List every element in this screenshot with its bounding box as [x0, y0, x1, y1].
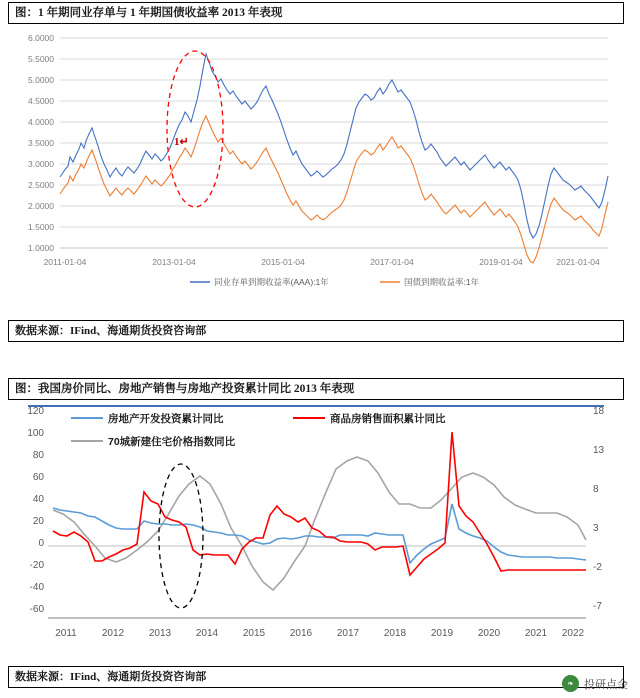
svg-text:2011-01-04: 2011-01-04	[43, 257, 87, 267]
chart-1-container	[8, 24, 624, 302]
svg-text:2015: 2015	[242, 628, 266, 639]
svg-text:3.0000: 3.0000	[28, 159, 54, 169]
svg-text:2021: 2021	[524, 628, 548, 639]
chart-1-svg	[8, 24, 624, 302]
svg-text:2.0000: 2.0000	[28, 201, 54, 211]
chart-2-container	[8, 400, 624, 662]
svg-text:2017-01-04: 2017-01-04	[370, 257, 414, 267]
svg-text:120: 120	[27, 406, 44, 417]
section2-title: 图：我国房价同比、房地产销售与房地产投资累计同比 2013 年表现	[8, 378, 624, 400]
svg-text:2.5000: 2.5000	[28, 180, 54, 190]
section2-source: 数据来源：IFind、海通期货投资咨询部	[8, 666, 624, 688]
chart-1-series-cgb	[60, 116, 608, 263]
svg-text:2018: 2018	[383, 628, 407, 639]
legend-label-cgb: 国债到期收益率:1年	[404, 277, 480, 287]
svg-text:-2: -2	[593, 562, 602, 573]
legend-label-investment: 房地产开发投资累计同比	[108, 413, 224, 425]
svg-text:-60: -60	[29, 604, 44, 615]
legend-label-sales: 商品房销售面积累计同比	[330, 413, 446, 425]
svg-text:6.0000: 6.0000	[28, 33, 54, 43]
chart-2-y-ticks-left	[27, 406, 44, 615]
svg-text:1.0000: 1.0000	[28, 243, 54, 253]
svg-text:4.0000: 4.0000	[28, 117, 54, 127]
svg-text:2019-01-04: 2019-01-04	[479, 257, 523, 267]
svg-text:2021-01-04: 2021-01-04	[556, 257, 600, 267]
chart-2-svg	[8, 400, 624, 662]
legend-label-price-index: 70城新建住宅价格指数同比	[108, 436, 236, 448]
svg-text:13: 13	[593, 445, 605, 456]
chart-2-x-ticks	[55, 628, 584, 639]
svg-text:3: 3	[593, 523, 599, 534]
svg-text:18: 18	[593, 406, 605, 417]
svg-text:5.0000: 5.0000	[28, 75, 54, 85]
svg-text:2016: 2016	[289, 628, 313, 639]
svg-text:2019: 2019	[430, 628, 454, 639]
svg-text:2020: 2020	[477, 628, 501, 639]
annotation-label-1: 1↵	[174, 136, 189, 148]
svg-text:2017: 2017	[336, 628, 360, 639]
svg-text:4.5000: 4.5000	[28, 96, 54, 106]
chart-2-y-ticks-right	[593, 406, 605, 612]
svg-text:2015-01-04: 2015-01-04	[261, 257, 305, 267]
chart-1-y-ticks	[28, 33, 54, 253]
svg-text:2013: 2013	[148, 628, 172, 639]
section1-title: 图：1 年期同业存单与 1 年期国债收益率 2013 年表现	[8, 2, 624, 24]
svg-text:3.5000: 3.5000	[28, 138, 54, 148]
svg-text:-20: -20	[29, 560, 44, 571]
svg-text:2013-01-04: 2013-01-04	[152, 257, 196, 267]
svg-text:2014: 2014	[195, 628, 219, 639]
svg-text:0: 0	[38, 538, 44, 549]
chart-2-legend	[71, 412, 446, 448]
svg-text:5.5000: 5.5000	[28, 54, 54, 64]
svg-text:100: 100	[27, 428, 44, 439]
watermark	[562, 675, 628, 692]
svg-text:2012: 2012	[101, 628, 125, 639]
legend-label-ncd: 同业存单到期收益率(AAA):1年	[214, 277, 329, 287]
svg-text:-40: -40	[29, 582, 44, 593]
chart-1-legend	[190, 277, 480, 287]
svg-text:-7: -7	[593, 601, 602, 612]
svg-text:1.5000: 1.5000	[28, 222, 54, 232]
leaf-icon: ❧	[562, 675, 579, 692]
svg-text:20: 20	[32, 516, 44, 527]
svg-text:8: 8	[593, 484, 599, 495]
svg-text:60: 60	[32, 472, 44, 483]
svg-text:40: 40	[32, 494, 44, 505]
section1-source: 数据来源：IFind、海通期货投资咨询部	[8, 320, 624, 342]
chart-2-series-investment	[53, 504, 586, 563]
watermark-label: 投研点金	[584, 678, 628, 691]
chart-1-x-ticks	[44, 257, 600, 267]
svg-text:80: 80	[32, 450, 44, 461]
annotation-ellipse-black	[159, 464, 203, 608]
svg-text:2022: 2022	[561, 628, 585, 639]
svg-text:2011: 2011	[55, 628, 77, 639]
